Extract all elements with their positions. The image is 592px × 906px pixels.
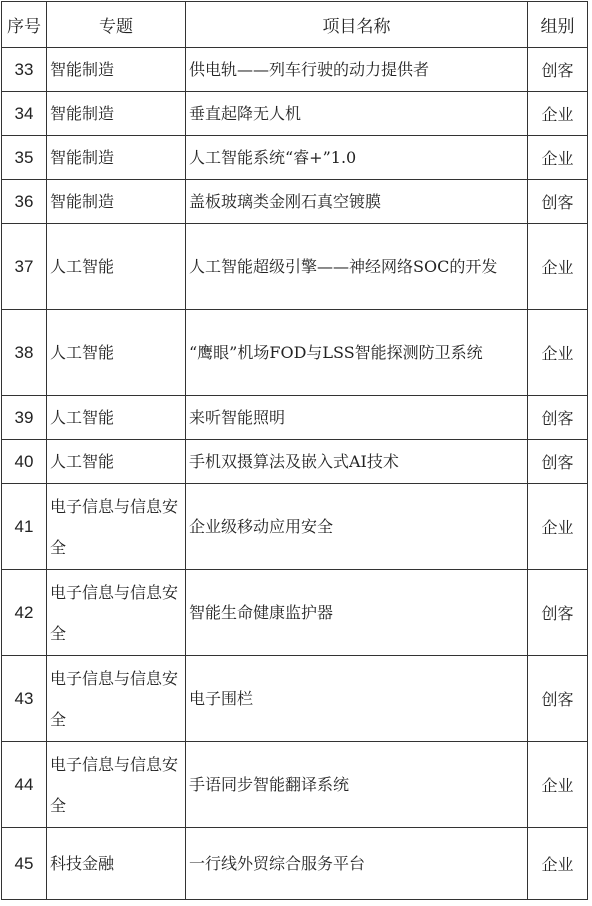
row-number: 36 [2,180,47,224]
row-group: 企业 [528,224,588,310]
row-number: 35 [2,136,47,180]
row-topic: 电子信息与信息安全 [47,570,186,656]
row-project-name: 垂直起降无人机 [186,92,528,136]
row-number: 44 [2,742,47,828]
row-topic: 智能制造 [47,180,186,224]
row-number: 45 [2,828,47,900]
row-group: 创客 [528,48,588,92]
row-project-name: 人工智能超级引擎——神经网络SOC的开发 [186,224,528,310]
row-group: 创客 [528,180,588,224]
row-topic: 科技金融 [47,828,186,900]
row-project-name: 供电轨——列车行驶的动力提供者 [186,48,528,92]
table-row [2,828,588,900]
row-group: 企业 [528,828,588,900]
row-number: 41 [2,484,47,570]
row-project-name: 来听智能照明 [186,396,528,440]
table-row [2,440,588,484]
table-row [2,310,588,396]
header-name: 项目名称 [186,2,528,48]
row-number: 38 [2,310,47,396]
table-row [2,92,588,136]
project-table [1,1,588,900]
table-row [2,224,588,310]
row-topic: 智能制造 [47,48,186,92]
row-group: 创客 [528,396,588,440]
row-project-name: 一行线外贸综合服务平台 [186,828,528,900]
table-row [2,396,588,440]
row-number: 34 [2,92,47,136]
row-project-name: 人工智能系统“睿+”1.0 [186,136,528,180]
row-project-name: 智能生命健康监护器 [186,570,528,656]
row-topic: 电子信息与信息安全 [47,742,186,828]
table-row [2,136,588,180]
row-topic: 人工智能 [47,396,186,440]
table-row [2,484,588,570]
row-topic: 智能制造 [47,92,186,136]
row-project-name: 手语同步智能翻译系统 [186,742,528,828]
header-row [2,2,588,48]
row-topic: 智能制造 [47,136,186,180]
table-row [2,48,588,92]
row-project-name: 电子围栏 [186,656,528,742]
table-row [2,742,588,828]
row-group: 企业 [528,92,588,136]
row-group: 企业 [528,310,588,396]
row-project-name: 企业级移动应用安全 [186,484,528,570]
row-group: 企业 [528,136,588,180]
row-topic: 人工智能 [47,440,186,484]
row-number: 33 [2,48,47,92]
row-project-name: 盖板玻璃类金刚石真空镀膜 [186,180,528,224]
table-body [2,48,588,900]
row-number: 43 [2,656,47,742]
row-topic: 人工智能 [47,224,186,310]
header-topic: 专题 [47,2,186,48]
row-group: 创客 [528,656,588,742]
row-number: 42 [2,570,47,656]
row-topic: 人工智能 [47,310,186,396]
table-row [2,180,588,224]
header-no: 序号 [2,2,47,48]
row-project-name: 手机双摄算法及嵌入式AI技术 [186,440,528,484]
row-group: 企业 [528,484,588,570]
row-group: 企业 [528,742,588,828]
row-number: 40 [2,440,47,484]
row-number: 39 [2,396,47,440]
row-number: 37 [2,224,47,310]
table-row [2,656,588,742]
row-group: 创客 [528,440,588,484]
row-topic: 电子信息与信息安全 [47,656,186,742]
table-row [2,570,588,656]
row-topic: 电子信息与信息安全 [47,484,186,570]
row-project-name: “鹰眼”机场FOD与LSS智能探测防卫系统 [186,310,528,396]
row-group: 创客 [528,570,588,656]
header-group: 组别 [528,2,588,48]
